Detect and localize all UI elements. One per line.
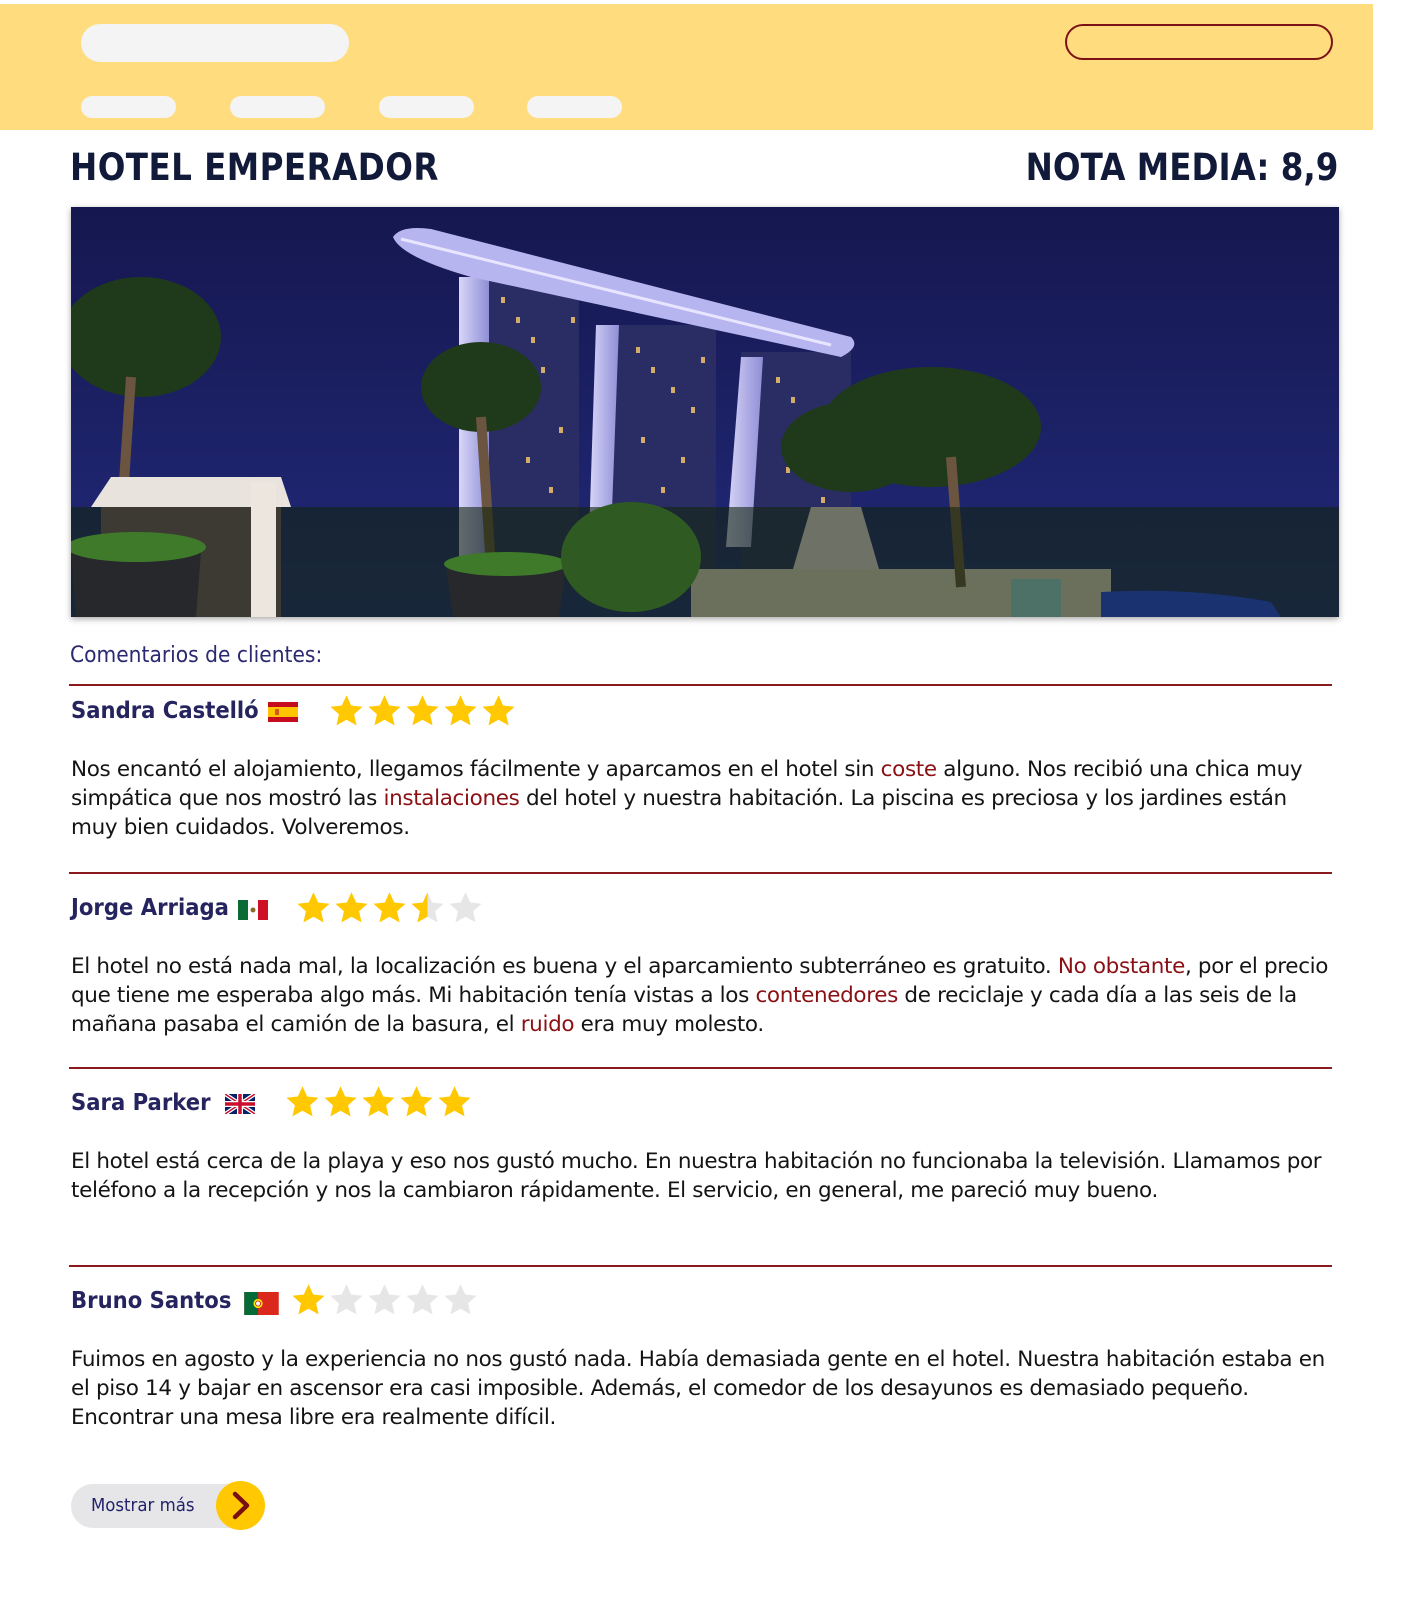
review-divider [69, 872, 1332, 874]
search-input[interactable] [1065, 24, 1333, 60]
rating-stars [285, 1084, 472, 1119]
star-half-icon [410, 890, 445, 925]
star-filled-icon [372, 890, 407, 925]
star-empty-icon [448, 890, 483, 925]
reviewer-row [71, 1086, 223, 1120]
reviewer-row [71, 1284, 245, 1318]
nav-item-3[interactable] [379, 96, 474, 118]
arrow-circle[interactable] [216, 1481, 265, 1530]
star-filled-icon [296, 890, 331, 925]
reviewer-name: Jorge Arriaga [71, 895, 229, 921]
nav-item-4[interactable] [527, 96, 622, 118]
portugal-flag-icon [244, 1292, 279, 1315]
hotel-photo-illustration [71, 207, 1339, 617]
review-text: Nos encantó el alojamiento, llegamos fácilmente y aparcamos en el hotel sin coste alguno. Nos recibió una chica muy simpática que nos mostró las instalaciones del hotel y nuestra habitación. La piscina es preciosa y los jardines están muy bien cuidados. Volveremos. [71, 757, 1303, 840]
reviewer-row [71, 891, 243, 925]
review-text: El hotel no está nada mal, la localización es buena y el aparcamiento subterráneo es gratuito. No obstante, por el precio que tiene me esperaba algo más. Mi habitación tenía vistas a los contenedores de reciclaje y cada día a las seis de la mañana pasaba el camión de la basura, el ruido era muy molesto. [71, 954, 1329, 1037]
logo-placeholder[interactable] [81, 24, 349, 62]
star-filled-icon [367, 693, 402, 728]
review-text: Fuimos en agosto y la experiencia no nos gustó nada. Había demasiada gente en el hotel. Nuestra habitación estaba en el piso 14 y bajar en ascensor era casi imposible. Además, el comedor de los desayunos es demasiado pequeño. Encontrar una mesa libre era realmente difícil. [71, 1347, 1325, 1430]
comments-section-label: Comentarios de clientes: [70, 643, 323, 668]
star-filled-icon [285, 1084, 320, 1119]
mexico-flag-icon [238, 900, 268, 920]
hotel-photo [71, 207, 1339, 617]
site-header [0, 4, 1373, 130]
star-empty-icon [329, 1282, 364, 1317]
star-empty-icon [443, 1282, 478, 1317]
rating-stars [291, 1282, 478, 1317]
star-filled-icon [323, 1084, 358, 1119]
reviewer-name: Sandra Castelló [71, 698, 259, 724]
nav-item-2[interactable] [230, 96, 325, 118]
star-filled-icon [405, 693, 440, 728]
star-empty-icon [405, 1282, 440, 1317]
reviewer-name: Sara Parker [71, 1090, 211, 1116]
page-title: HOTEL EMPERADOR [70, 146, 439, 189]
uk-flag-icon [225, 1094, 255, 1114]
show-more-button[interactable] [71, 1484, 261, 1528]
star-filled-icon [334, 890, 369, 925]
review-divider [69, 684, 1332, 686]
review-text: El hotel está cerca de la playa y eso nos gustó mucho. En nuestra habitación no funcionaba la televisión. Llamamos por teléfono a la recepción y nos la cambiaron rápidamente. El servicio, en general, me pareció muy bueno. [71, 1149, 1322, 1203]
rating-stars [296, 890, 483, 925]
rating-stars [329, 693, 516, 728]
star-empty-icon [367, 1282, 402, 1317]
star-filled-icon [361, 1084, 396, 1119]
star-filled-icon [443, 693, 478, 728]
average-score: NOTA MEDIA: 8,9 [1025, 146, 1338, 189]
star-filled-icon [291, 1282, 326, 1317]
nav-item-1[interactable] [81, 96, 176, 118]
spain-flag-icon [268, 702, 298, 722]
reviewer-name: Bruno Santos [71, 1288, 232, 1314]
reviewer-row [71, 694, 275, 728]
title-row [70, 146, 1338, 192]
review-divider [69, 1265, 1332, 1267]
star-filled-icon [437, 1084, 472, 1119]
show-more-label: Mostrar más [91, 1495, 195, 1516]
chevron-right-icon [216, 1481, 265, 1530]
star-filled-icon [481, 693, 516, 728]
star-filled-icon [399, 1084, 434, 1119]
star-filled-icon [329, 693, 364, 728]
review-divider [69, 1067, 1332, 1069]
